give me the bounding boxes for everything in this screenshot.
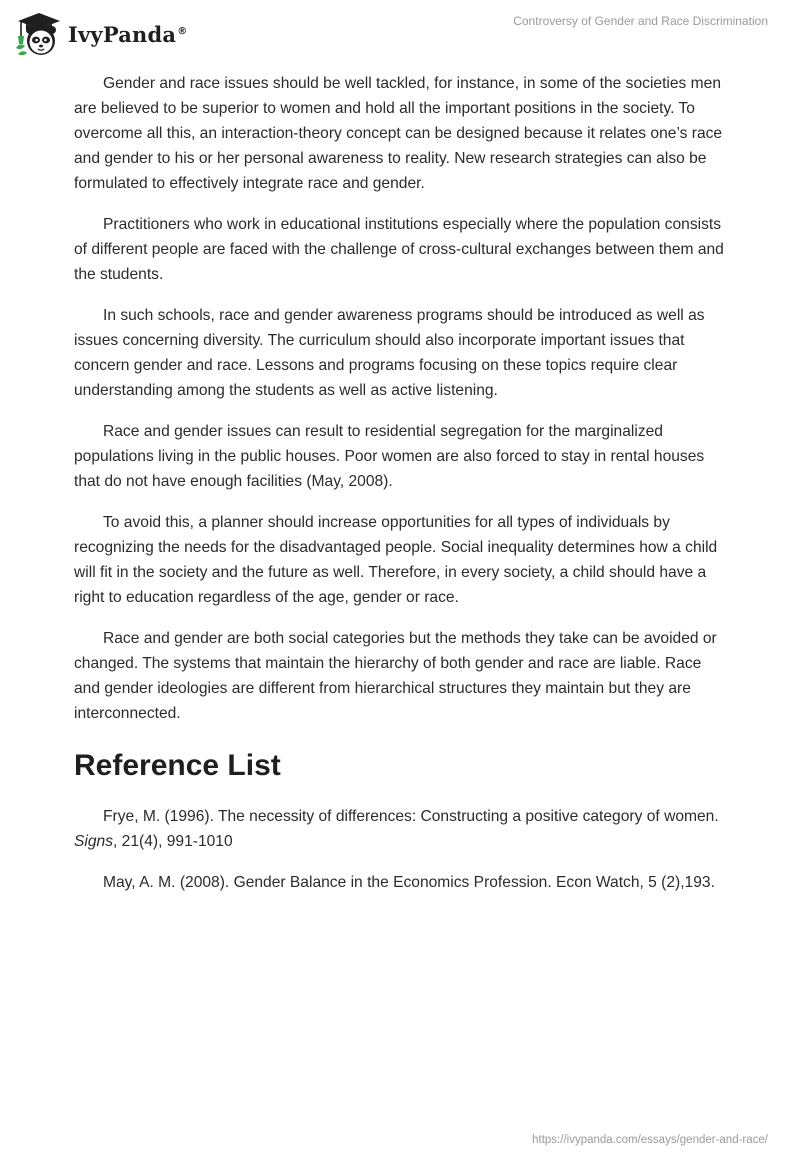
essay-content bbox=[74, 71, 726, 911]
page-header bbox=[0, 0, 800, 64]
body-paragraph: To avoid this, a planner should increase opportunities for all types of individuals by recognizing the needs for the disadvantaged people. Social inequality determines how a child will fit in the society and the future as well. Therefore, in every society, a child should have a right to education regardless of the age, gender or race. bbox=[74, 514, 718, 606]
reference-list-heading: Reference List bbox=[74, 749, 281, 782]
body-paragraph: In such schools, race and gender awareness programs should be introduced as well as issues concerning diversity. The curriculum should also incorporate important issues that concern gender and race. Lessons and programs focusing on these topics require clear understanding among the students as well as active listening. bbox=[74, 307, 705, 399]
brand-name: IvyPanda® bbox=[68, 21, 188, 47]
reference-item bbox=[74, 804, 726, 854]
body-paragraph: Practitioners who work in educational institutions especially where the population consists of different people are faced with the challenge of cross-cultural exchanges between them and the students. bbox=[74, 216, 724, 283]
reference-text: Frye, M. (1996). The necessity of differences: Constructing a positive category of women. bbox=[103, 808, 719, 825]
panda-logo-icon bbox=[14, 8, 64, 58]
source-url[interactable]: https://ivypanda.com/essays/gender-and-race/ bbox=[532, 1134, 768, 1146]
reference-journal: Signs bbox=[74, 833, 114, 850]
brand-logo[interactable] bbox=[14, 8, 187, 58]
document-title: Controversy of Gender and Race Discrimination bbox=[513, 14, 768, 28]
body-paragraph: Race and gender issues can result to residential segregation for the marginalized populations living in the public houses. Poor women are also forced to stay in rental houses that do not have enough facilities (May, 2008). bbox=[74, 423, 705, 490]
reference-text: May, A. M. (2008). Gender Balance in the Economics Profession. Econ Watch, 5 (2),193. bbox=[103, 874, 715, 891]
reference-text: , 21(4), 991-1010 bbox=[113, 833, 233, 850]
body-paragraph: Gender and race issues should be well tackled, for instance, in some of the societies men are believed to be superior to women and hold all the important positions in the society. To overcome all this, an interaction-theory concept can be designed because it relates one’s race and gender to his or her personal awareness to reality. New research strategies can also be formulated to effectively integrate race and gender. bbox=[74, 75, 723, 192]
body-paragraph: Race and gender are both social categories but the methods they take can be avoided or changed. The systems that maintain the hierarchy of both gender and race are liable. Race and gender ideologies are different from hierarchical structures they maintain but they are interconnected. bbox=[74, 630, 717, 722]
reference-item bbox=[74, 870, 726, 895]
